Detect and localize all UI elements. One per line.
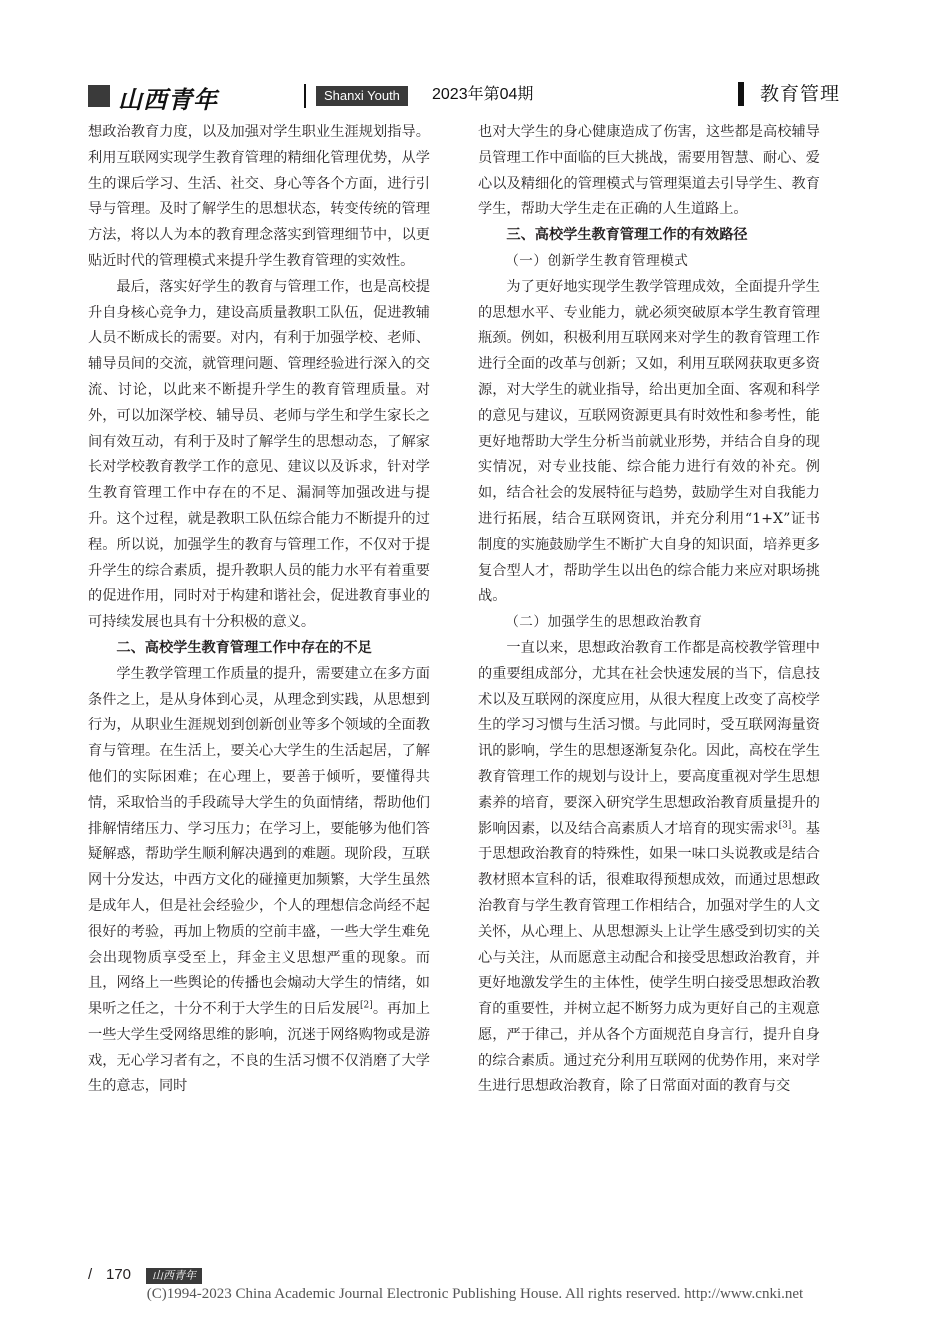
paragraph-text: 一直以来，思想政治教育工作都是高校教学管理中的重要组成部分，尤其在社会快速发展的当下，信息技术以及互联网的深度应用，从很大程度上改变了高校学生的学习习惯与生活习惯。与此同时，受互联网海量资讯的影响，学生的思想逐渐复杂化。因此，高校在学生教育管理工作的规划与设计上，要高度重视对学生思想素养的培育，要深入研究学生思想政治教育质量提升的影响因素，以及结合高素质人才培育的现实需求: [478, 639, 820, 837]
section-bar-mark: [738, 82, 744, 106]
subsection-heading: （一）创新学生教育管理模式: [505, 252, 689, 269]
paragraph: 也对大学生的身心健康造成了伤害，这些都是高校辅导员管理工作中面临的巨大挑战，需要用智慧、耐心、爱心以及精细化的管理模式与管理渠道去引导学生、教育学生，帮助大学生走在正确的人生道路上。: [478, 124, 820, 218]
citation-ref: [2]: [359, 1000, 373, 1011]
header-square-mark: [88, 85, 110, 107]
page-number: 170: [106, 1266, 132, 1283]
left-column: [88, 120, 430, 1100]
issue-label: 2023年第04期: [432, 86, 534, 103]
paragraph: 为了更好地实现学生教学管理成效，全面提升学生的思想水平、专业能力，就必须突破原本学生教育管理瓶颈。例如，积极利用互联网来对学生的教育管理工作进行全面的改革与创新；又如，利用互联网获取更多资源，对大学生的就业指导，给出更加全面、客观和科学的意见与建议，互联网资源更具有时效性和参考性，能更好地帮助大学生分析当前就业形势，并结合自身的现实情况，对专业技能、综合能力进行有效的补充。例如，结合社会的发展特征与趋势，鼓励学生对自我能力进行拓展，结合互联网资讯，并充分利用“1+X”证书制度的实施鼓励学生不断扩大自身的知识面，培养更多复合型人才，帮助学生以出色的综合能力来应对职场挑战。: [478, 278, 820, 605]
right-column: [478, 120, 820, 1100]
footer-journal-logo: 山西青年: [146, 1268, 202, 1284]
header-divider: [304, 84, 306, 108]
paragraph-text: 学生教学管理工作质量的提升，需要建立在多方面条件之上，是从身体到心灵，从理念到实践，从思想到行为，从职业生涯规划到创新创业等多个领域的全面教育与管理。在生活上，要关心大学生的生活起居，了解他们的实际困难；在心理上，要善于倾听，要懂得共情，采取恰当的手段疏导大学生的负面情绪，帮助他们排解情绪压力、学习压力；在学习上，要能够为他们答疑解惑，帮助学生顺利解决遇到的难题。现阶段，互联网十分发达，中西方文化的碰撞更加频繁，大学生虽然是成年人，但是社会经验少，个人的理想信念尚经不起很好的考验，再加上物质的空前丰盛，一些大学生难免会出现物质享受至上，拜金主义思想严重的现象。而且，网络上一些舆论的传播也会煽动大学生的情绪，如果听之任之，十分不利于大学生的日后发展: [88, 665, 430, 1018]
paragraph-text: 。基于思想政治教育的特殊性，如果一味口头说教或是结合教材照本宣科的话，很难取得预想成效，而通过思想政治教育与学生教育管理工作相结合，加强对学生的人文关怀，从心理上、从思想源头上让学生感受到切实的关心与关注，从而愿意主动配合和接受思想政治教育，并更好地激发学生的主体性，使学生明白接受思想政治教育的重要性，并树立起不断努力成为更好自己的主观意愿，严于律己，并从各个方面规范自身言行，提升自身的综合素质。通过充分利用互联网的优势作用，来对学生进行思想政治教育，除了日常面对面的教育与交: [478, 820, 820, 1095]
copyright-line: (C)1994-2023 China Academic Journal Electronic Publishing House. All rights reserved. http://www.cnki.net: [146, 1286, 804, 1302]
paragraph: 最后，落实好学生的教育与管理工作，也是高校提升自身核心竞争力，建设高质量教职工队伍，促进教辅人员不断成长的需要。对内，有利于加强学校、老师、辅导员间的交流，就管理问题、管理经验进行深入的交流、讨论，以此来不断提升学生的教育管理质量。对外，可以加深学校、辅导员、老师与学生和学生家长之间有效互动，有利于及时了解学生的思想动态，了解家长对学校教育教学工作的意见、建议以及诉求，针对学生教育管理工作中存在的不足、漏洞等加强改进与提升。这个过程，就是教职工队伍综合能力不断提升的过程。所以说，加强学生的教育与管理工作，不仅对于提升学生的综合素质，提升教职人员的能力水平有着重要的促进作用，同时对于构建和谐社会，促进教育事业的可持续发展也具有十分积极的意义。: [88, 278, 430, 631]
journal-logo: 山西青年: [118, 85, 218, 114]
journal-english-name: Shanxi Youth: [316, 86, 408, 106]
paragraph: [88, 662, 430, 1101]
citation-ref: [3]: [778, 819, 792, 830]
paragraph: 想政治教育力度，以及加强对学生职业生涯规划指导。利用互联网实现学生教育管理的精细化管理优势，从学生的课后学习、生活、社交、身心等各个方面，进行引导与管理。及时了解学生的思想状态，转变传统的管理方法，将以人为本的教育理念落实到管理细节中，以更贴近时代的管理模式来提升学生教育管理的实效性。: [88, 124, 430, 269]
page-header: [88, 80, 840, 112]
section-heading: 三、高校学生教育管理工作的有效路径: [506, 227, 748, 244]
section-title: 教育管理: [759, 83, 840, 105]
paragraph-text: 。再加上一些大学生受网络思维的影响，沉迷于网络购物或是游戏，无心学习者有之，不良的生活习惯不仅消磨了大学生的意志，同时: [88, 1001, 430, 1095]
footer-slash: /: [88, 1266, 93, 1283]
section-heading: 二、高校学生教育管理工作中存在的不足: [116, 639, 372, 656]
subsection-heading: （二）加强学生的思想政治教育: [505, 614, 703, 631]
paragraph: [478, 636, 820, 1100]
